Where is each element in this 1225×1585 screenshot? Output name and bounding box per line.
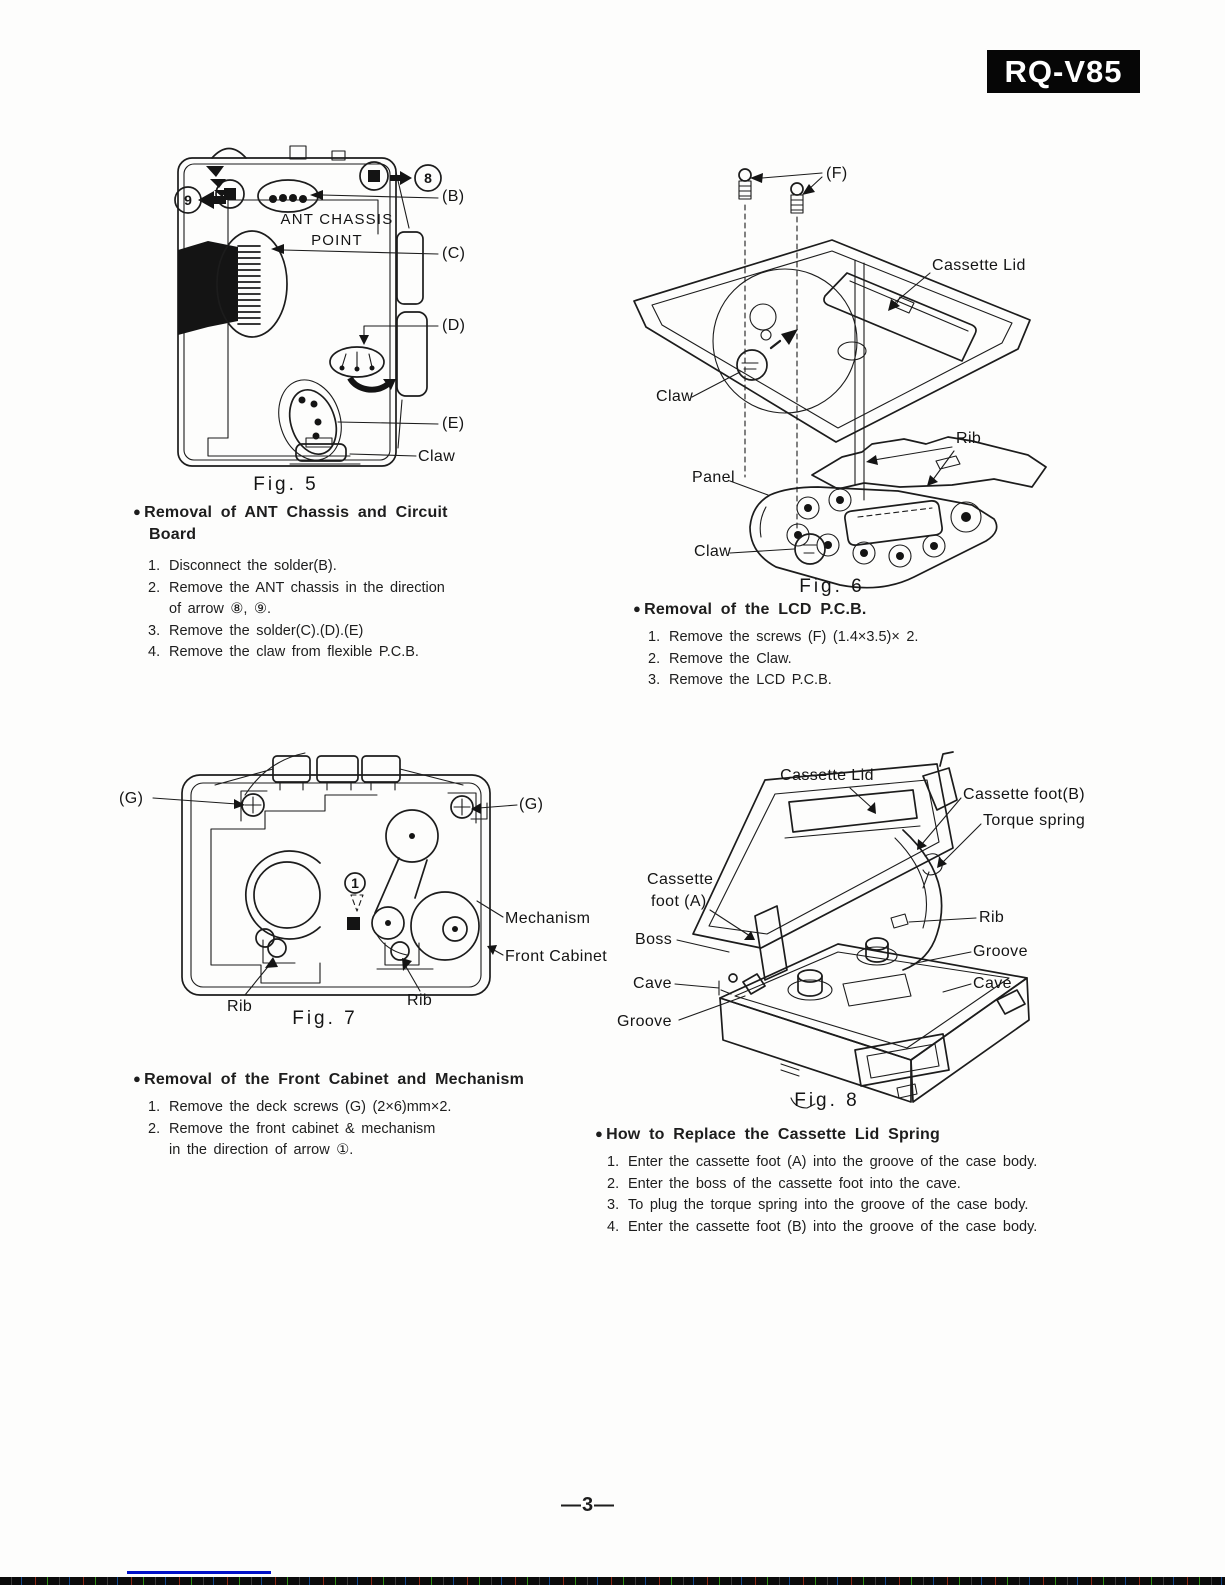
flex-cable [178, 241, 238, 335]
label-c: (C) [442, 245, 466, 262]
section-title-line2: Board [149, 526, 197, 543]
fig5-caption: Fig. 5 [253, 474, 319, 495]
fig8-lid-spring-drawing [675, 752, 1029, 1108]
label-mechanism: Mechanism [505, 910, 591, 927]
label-cassette-lid: Cassette Lid [780, 767, 874, 784]
bullet-icon: ● [133, 504, 142, 519]
section-removal-lcd-pcb [633, 598, 1103, 692]
label-claw: Claw [418, 448, 456, 465]
label-rib: Rib [956, 430, 982, 447]
claw-bottom-circle [795, 534, 825, 564]
flywheel [411, 892, 479, 960]
label-rib: Rib [979, 909, 1005, 926]
label-cassette-foot-a: Cassette [647, 871, 714, 888]
bullet-icon: ● [133, 1071, 142, 1086]
solder-point-e-oval [282, 384, 344, 460]
label-claw-top: Claw [656, 388, 694, 405]
section-removal-front-cabinet [133, 1068, 633, 1162]
label-groove-left: Groove [617, 1013, 672, 1030]
instruction-step: 2. Remove the front cabinet & mechanism in the direction of arrow ①. [148, 1119, 633, 1162]
figure-6 [600, 145, 1080, 605]
figure-8 [605, 738, 1135, 1118]
fig7-mechanism-drawing [153, 753, 517, 995]
fig6-exploded-drawing [634, 169, 1046, 588]
label-claw-bottom: Claw [694, 543, 732, 560]
model-number: RQ-V85 [1004, 53, 1123, 89]
label-g-right: (G) [519, 796, 544, 813]
page-number: —3— [560, 1494, 616, 1516]
label-cassette-foot-b: Cassette foot(B) [963, 786, 1086, 803]
model-badge [987, 50, 1140, 93]
fig5-device-drawing [175, 146, 441, 468]
boss-detail [729, 974, 737, 982]
instruction-step-cont: of arrow ⑧, ⑨. [169, 601, 271, 617]
label-rib-left: Rib [227, 998, 253, 1015]
label-d: (D) [442, 317, 466, 334]
instruction-step: 2. Remove the ANT chassis in the direction of arrow ⑧, ⑨. [148, 578, 623, 621]
label-panel: Panel [692, 469, 735, 486]
bullet-icon: ● [595, 1126, 604, 1141]
figure-7 [115, 733, 635, 1033]
section-title: ● Removal of the LCD P.C.B. [633, 601, 867, 618]
section-title: ● How to Replace the Cassette Lid Spring [595, 1126, 940, 1143]
instruction-step-cont: in the direction of arrow ①. [169, 1142, 354, 1158]
screw-f2 [791, 183, 803, 195]
label-groove-right: Groove [973, 943, 1028, 960]
label-g-left: (G) [119, 790, 144, 807]
instruction-step: 3. Remove the solder(C).(D).(E) [148, 622, 364, 639]
instruction-step: 3. Remove the LCD P.C.B. [648, 672, 832, 688]
section-removal-ant-chassis [133, 501, 623, 664]
svg-text:foot (A): foot (A) [651, 893, 707, 910]
screw-f1 [739, 169, 751, 181]
label-e: (E) [442, 415, 465, 432]
instruction-step: 1. Remove the deck screws (G) (2×6)mm×2. [148, 1099, 452, 1115]
scan-edge-band [0, 1577, 1225, 1585]
instruction-step: 3. To plug the torque spring into the groove of the case body. [607, 1197, 1029, 1213]
label-cassette-lid: Cassette Lid [932, 257, 1026, 274]
svg-text:POINT: POINT [311, 232, 363, 249]
instruction-step: 4. Enter the cassette foot (B) into the groove of the case body. [607, 1218, 1038, 1235]
label-f: (F) [826, 165, 848, 182]
circled-1-label: 1 [351, 875, 359, 891]
label-boss: Boss [635, 931, 673, 948]
front-cabinet-outline [182, 775, 490, 995]
section-replace-lid-spring [595, 1123, 1135, 1238]
label-torque-spring: Torque spring [983, 812, 1086, 829]
instruction-step: 2. Enter the boss of the cassette foot into the cave. [607, 1175, 961, 1192]
label-rib-right: Rib [407, 992, 433, 1009]
circled-8-label: 8 [424, 170, 432, 186]
bullet-icon: ● [633, 601, 642, 616]
label-front-cabinet: Front Cabinet [505, 948, 608, 965]
section-title: ● Removal of the Front Cabinet and Mechanism [133, 1071, 525, 1088]
instruction-step: 1. Disconnect the solder(B). [148, 558, 337, 574]
instruction-step: 1. Remove the screws (F) (1.4×3.5)× 2. [648, 629, 919, 645]
footer-accent-line [127, 1571, 271, 1574]
instruction-step: 4. Remove the claw from flexible P.C.B. [148, 644, 419, 660]
arrow-8-icon [390, 171, 412, 185]
instruction-step: 2. Remove the Claw. [648, 650, 792, 667]
fig8-caption: Fig. 8 [794, 1090, 860, 1111]
fig6-caption: Fig. 6 [799, 576, 865, 597]
fig7-caption: Fig. 7 [292, 1008, 358, 1029]
direction-arrow-icon [781, 329, 798, 345]
figure-5 [150, 138, 515, 500]
label-cave-right: Cave [973, 975, 1012, 992]
solder-point-b-oval [258, 180, 318, 212]
label-cave-left: Cave [633, 975, 672, 992]
label-b: (B) [442, 188, 465, 205]
ant-chassis-point-text: ANT CHASSIS [280, 211, 394, 228]
instruction-step: 1. Enter the cassette foot (A) into the groove of the case body. [607, 1154, 1038, 1170]
cave-right-detail [997, 990, 1025, 1014]
circled-9-label: 9 [184, 192, 192, 208]
claw-detail-circle [737, 350, 767, 380]
section-title: ● Removal of ANT Chassis and Circuit [133, 504, 448, 521]
